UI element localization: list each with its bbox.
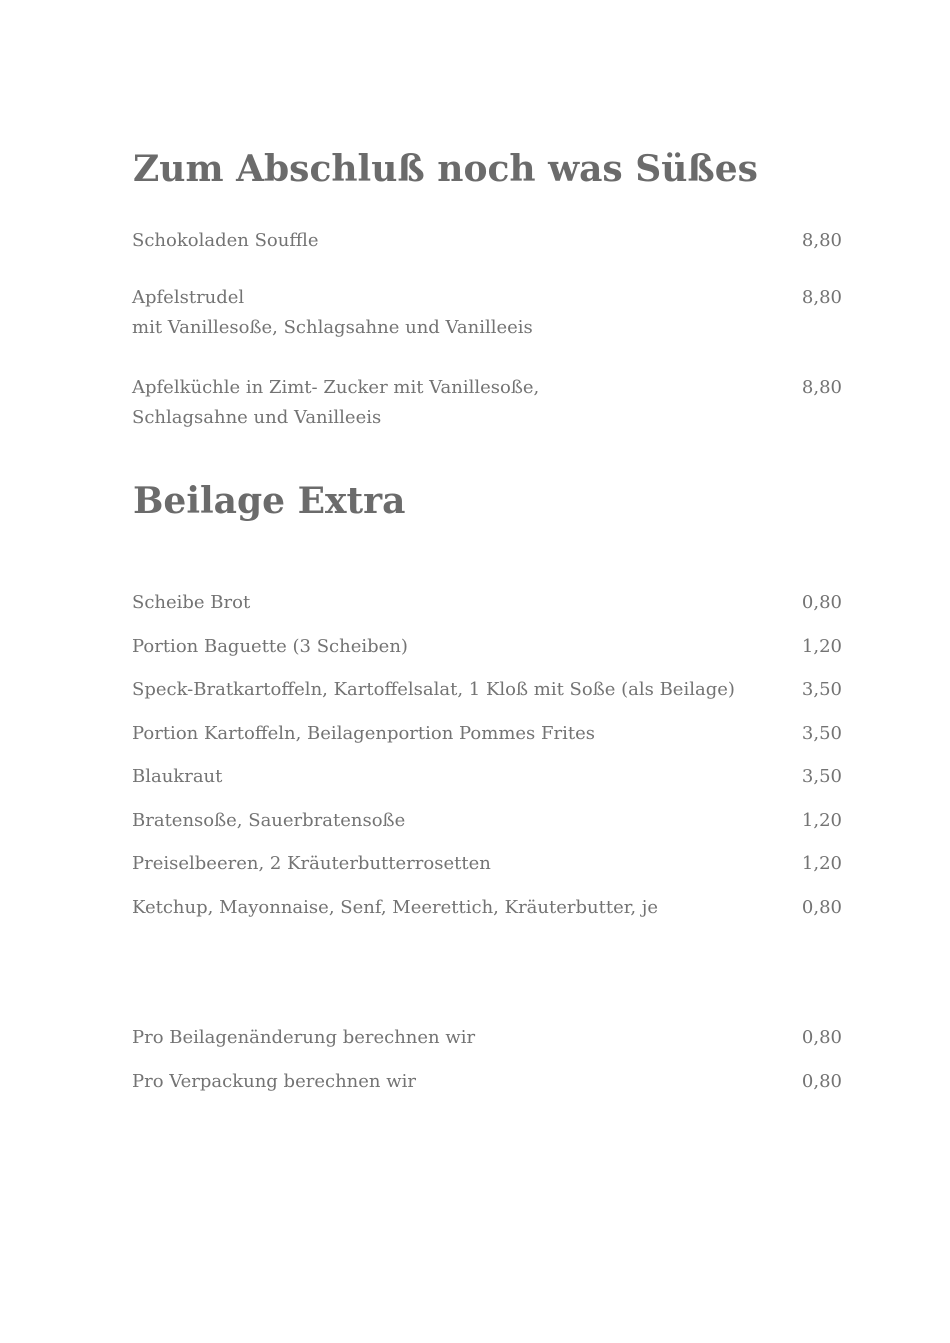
side-item [132, 588, 842, 618]
dessert-item [132, 226, 842, 256]
surcharge-item-price: 0,80 [801, 1071, 842, 1092]
side-item-price: 3,50 [801, 723, 842, 744]
surcharge-item-price: 0,80 [801, 1027, 842, 1048]
side-item-price: 0,80 [801, 897, 842, 918]
side-item-price: 1,20 [801, 636, 842, 657]
dessert-item-description: Schlagsahne und Vanilleeis [132, 407, 382, 428]
side-item-price: 3,50 [801, 766, 842, 787]
side-item-name: Preiselbeeren, 2 Kräuterbutterrosetten [132, 853, 491, 874]
surcharge-item [132, 1023, 842, 1053]
side-item-name: Blaukraut [132, 766, 223, 787]
dessert-item [132, 373, 842, 433]
side-item [132, 806, 842, 836]
side-item-name: Scheibe Brot [132, 592, 251, 613]
side-item [132, 632, 842, 662]
side-item-price: 1,20 [801, 853, 842, 874]
side-item-name: Portion Baguette (3 Scheiben) [132, 636, 408, 657]
side-item-price: 3,50 [801, 679, 842, 700]
surcharge-item-name: Pro Beilagenänderung berechnen wir [132, 1027, 476, 1048]
side-item [132, 849, 842, 879]
dessert-item-price: 8,80 [801, 230, 842, 251]
dessert-item-description: mit Vanillesoße, Schlagsahne und Vanilleeis [132, 317, 533, 338]
side-item-name: Ketchup, Mayonnaise, Senf, Meerettich, Kräuterbutter, je [132, 897, 659, 918]
side-item [132, 719, 842, 749]
surcharge-item [132, 1067, 842, 1097]
side-item-name: Bratensoße, Sauerbratensoße [132, 810, 406, 831]
side-item [132, 893, 842, 923]
dessert-item-price: 8,80 [801, 287, 842, 308]
dessert-item-name: Schokoladen Souffle [132, 230, 319, 251]
sides-section-title: Beilage Extra [133, 480, 406, 522]
dessert-item-name: Apfelküchle in Zimt- Zucker mit Vanillesoße, [132, 377, 540, 398]
dessert-item-name: Apfelstrudel [132, 287, 245, 308]
dessert-item [132, 283, 842, 343]
side-item [132, 675, 842, 705]
side-item-price: 0,80 [801, 592, 842, 613]
side-item-name: Speck-Bratkartoffeln, Kartoffelsalat, 1 Kloß mit Soße (als Beilage) [132, 679, 735, 700]
side-item-name: Portion Kartoffeln, Beilagenportion Pommes Frites [132, 723, 595, 744]
dessert-section-title: Zum Abschluß noch was Süßes [133, 148, 758, 190]
surcharge-item-name: Pro Verpackung berechnen wir [132, 1071, 416, 1092]
side-item [132, 762, 842, 792]
dessert-item-price: 8,80 [801, 377, 842, 398]
side-item-price: 1,20 [801, 810, 842, 831]
